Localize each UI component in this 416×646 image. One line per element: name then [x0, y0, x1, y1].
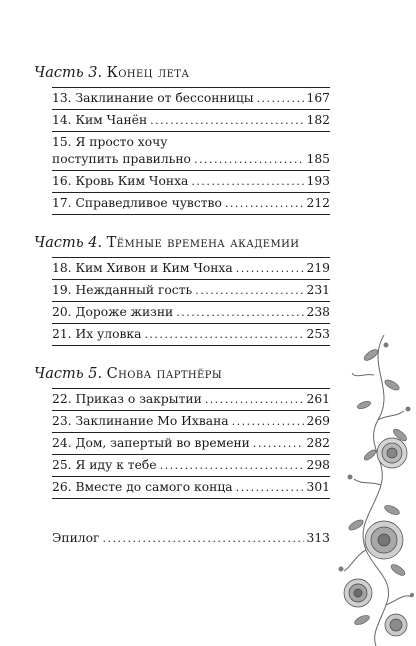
epilog [52, 528, 330, 549]
dot-leader [176, 304, 303, 321]
part-heading [34, 232, 330, 254]
dot-leader [236, 260, 304, 277]
part-5 [34, 363, 330, 499]
chapter-title: 25. Я иду к тебе [52, 458, 157, 472]
table-of-contents [34, 62, 330, 549]
part-title: Снова партнёры [106, 366, 223, 382]
page-number: 238 [306, 305, 330, 319]
chapter-entry[interactable] [52, 411, 330, 433]
dot-leader [257, 90, 304, 107]
page-number: 219 [306, 261, 330, 275]
dot-leader [225, 195, 304, 212]
chapter-entry[interactable] [52, 110, 330, 132]
chapter-title: 24. Дом, запертый во времени [52, 436, 250, 450]
page-number: 301 [306, 480, 330, 494]
dot-leader [205, 391, 304, 408]
page-number: 253 [306, 327, 330, 341]
page-number: 193 [306, 174, 330, 188]
dot-leader [232, 413, 304, 430]
part-title: Конец лета [106, 65, 190, 81]
chapter-entry[interactable] [52, 433, 330, 455]
part-heading [34, 363, 330, 385]
chapter-entry[interactable] [52, 258, 330, 280]
chapter-title: 19. Нежданный гость [52, 283, 193, 297]
chapter-title: 26. Вместе до самого конца [52, 480, 233, 494]
chapter-list [52, 257, 330, 346]
floral-vine-decoration [326, 335, 416, 646]
chapter-title: 13. Заклинание от бессонницы [52, 91, 254, 105]
part-label: Часть 5. [34, 366, 103, 382]
chapter-entry[interactable] [52, 455, 330, 477]
page-number: 269 [306, 414, 330, 428]
part-3 [34, 62, 330, 215]
dot-leader [195, 282, 303, 299]
epilog-title: Эпилог [52, 531, 100, 545]
chapter-entry[interactable] [52, 132, 330, 171]
page-number: 231 [306, 283, 330, 297]
chapter-entry[interactable] [52, 477, 330, 499]
part-label: Часть 4. [34, 235, 103, 251]
page-number: 185 [306, 152, 330, 166]
page-number: 298 [306, 458, 330, 472]
chapter-title: 14. Ким Чанён [52, 113, 148, 127]
chapter-entry[interactable] [52, 280, 330, 302]
dot-leader [191, 173, 303, 190]
chapter-title: 23. Заклинание Мо Ихвана [52, 414, 229, 428]
chapter-list [52, 388, 330, 499]
part-title: Тёмные времена академии [106, 235, 300, 251]
chapter-list [52, 87, 330, 215]
chapter-title: 22. Приказ о закрытии [52, 392, 202, 406]
chapter-title: 21. Их уловка [52, 327, 142, 341]
page-number: 167 [306, 91, 330, 105]
page-number: 313 [306, 531, 330, 545]
dot-leader [253, 435, 304, 452]
part-heading [34, 62, 330, 84]
chapter-entry[interactable] [52, 193, 330, 215]
part-4 [34, 232, 330, 346]
chapter-title: 17. Справедливое чувство [52, 196, 222, 210]
chapter-entry[interactable] [52, 324, 330, 346]
chapter-entry[interactable] [52, 88, 330, 110]
dot-leader [160, 457, 304, 474]
chapter-entry[interactable] [52, 389, 330, 411]
chapter-entry[interactable] [52, 302, 330, 324]
page-number: 212 [306, 196, 330, 210]
chapter-title: 16. Кровь Ким Чонха [52, 174, 189, 188]
chapter-title: 18. Ким Хивон и Ким Чонха [52, 261, 233, 275]
dot-leader [150, 112, 303, 129]
chapter-title: 20. Дороже жизни [52, 305, 174, 319]
part-label: Часть 3. [34, 65, 103, 81]
dot-leader [144, 326, 303, 343]
epilog-entry[interactable] [52, 528, 330, 549]
dot-leader [236, 479, 304, 496]
dot-leader [102, 530, 303, 547]
page-number: 261 [306, 392, 330, 406]
page-number: 282 [306, 436, 330, 450]
chapter-entry[interactable] [52, 171, 330, 193]
chapter-title: 15. Я просто хочу поступить правильно [52, 135, 191, 166]
page-number: 182 [306, 113, 330, 127]
dot-leader [194, 151, 304, 168]
